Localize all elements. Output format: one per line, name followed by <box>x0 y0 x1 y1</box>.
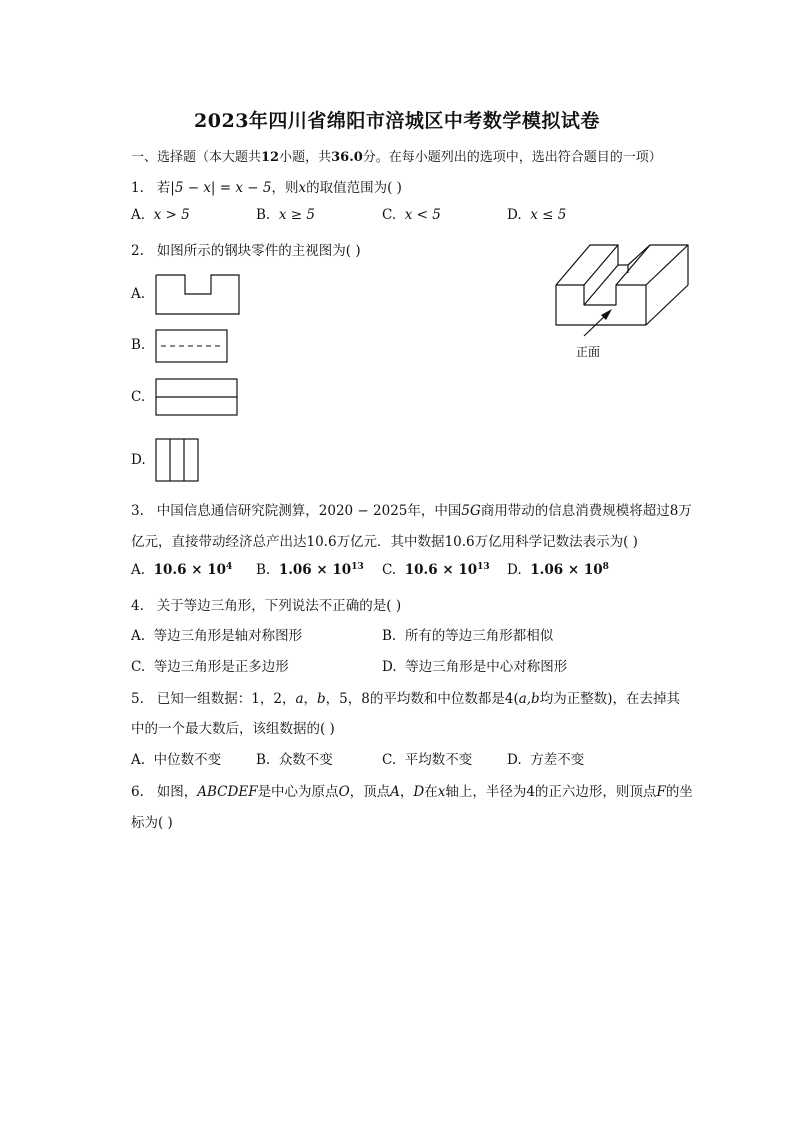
q1-option-b <box>256 207 315 223</box>
section-score: 36.0 <box>331 150 363 165</box>
section-tail: 分。在每小题列出的选项中，选出符合题目的一项） <box>362 150 662 165</box>
page-title: 2023年四川省绵阳市涪城区中考数学模拟试卷 <box>194 110 600 132</box>
option-letter: A. <box>131 752 146 768</box>
q5-option-b <box>256 748 333 768</box>
q3-text: 万 <box>678 503 692 519</box>
q3-option-d <box>507 562 609 578</box>
q6-text: ，顶点 <box>349 784 391 800</box>
question-4 <box>131 594 401 614</box>
option-base: 1.06 × 10 <box>530 562 603 578</box>
question-6-line2: 标为( ) <box>131 815 173 831</box>
q2-option-d-label: D. <box>131 452 146 468</box>
option-letter: C. <box>382 752 397 768</box>
option-letter: B. <box>256 562 271 578</box>
option-exponent: 8 <box>602 562 609 572</box>
q1-option-c <box>382 207 441 223</box>
question-number: 4. <box>131 598 144 614</box>
q6-text: 是中心为原点 <box>257 784 339 800</box>
option-letter: A. <box>131 628 146 644</box>
option-letter: C. <box>131 659 146 675</box>
q4-text: 关于等边三角形，下列说法不正确的是( ) <box>156 598 402 614</box>
question-1 <box>131 176 402 196</box>
q3-years: 2020 − 2025 <box>318 503 408 519</box>
q3-option-a <box>131 562 232 578</box>
q2-option-b-figure <box>155 329 229 364</box>
q5-text: 均为正整数)，在去掉其 <box>539 691 680 707</box>
section-heading <box>131 146 662 165</box>
option-text: 等边三角形是轴对称图形 <box>153 628 303 644</box>
q1-expression: |5 − x| = x − 5 <box>170 180 272 196</box>
question-number: 2. <box>131 243 144 259</box>
section-mid: 小题，共 <box>279 150 332 165</box>
q2-option-c-figure <box>155 378 239 418</box>
q6-vertex-f: F <box>656 784 666 800</box>
option-letter: C. <box>382 207 397 223</box>
question-number: 5. <box>131 691 144 707</box>
q2-option-c-label: C. <box>131 389 146 405</box>
q3-text: 中国信息通信研究院测算， <box>156 503 319 519</box>
q1-post: 的取值范围为( ) <box>306 180 402 196</box>
q6-text: 在 <box>424 784 438 800</box>
option-text: 平均数不变 <box>404 752 473 768</box>
option-text: x > 5 <box>153 207 190 223</box>
front-label: 正面 <box>576 345 601 359</box>
q3-text: 年，中国 <box>407 503 462 519</box>
option-letter: D. <box>382 659 397 675</box>
option-letter: D. <box>507 562 522 578</box>
question-2 <box>131 239 361 259</box>
option-text: 等边三角形是中心对称图形 <box>405 659 568 675</box>
q5-var-ab: a,b <box>518 691 540 707</box>
q1-option-a <box>131 207 190 223</box>
option-letter: B. <box>256 752 271 768</box>
q5-option-c <box>382 748 472 768</box>
q5-var-a: a <box>295 691 304 707</box>
q4-option-c <box>131 655 289 675</box>
q6-text: 的坐 <box>665 784 693 800</box>
q5-option-d <box>507 748 584 768</box>
option-letter: B. <box>382 628 397 644</box>
option-exponent: 13 <box>351 562 364 572</box>
q1-mid: ，则 <box>271 180 299 196</box>
q2-option-a-figure <box>155 274 241 316</box>
question-number: 1. <box>131 180 144 196</box>
q1-pre: 若 <box>156 180 171 196</box>
q3-text: 亿元，直接带动经济总产出达 <box>131 534 307 550</box>
q4-option-d <box>382 655 567 675</box>
q6-axis: x <box>437 784 446 800</box>
q6-origin: O <box>338 784 350 800</box>
q1-option-d <box>507 207 566 223</box>
q3-text: 商用带动的信息消费规模将超过 <box>480 503 670 519</box>
option-exponent: 4 <box>226 562 233 572</box>
q5-var-b: b <box>317 691 326 707</box>
option-base: 1.06 × 10 <box>278 562 352 578</box>
question-6 <box>131 780 693 800</box>
option-letter: C. <box>382 562 397 578</box>
q3-option-c <box>382 562 490 578</box>
question-3 <box>131 499 692 519</box>
option-text: x < 5 <box>404 207 441 223</box>
q2-option-b-label: B. <box>131 337 146 353</box>
option-letter: D. <box>507 752 522 768</box>
steel-block-figure <box>548 238 698 368</box>
q6-sep: ， <box>399 784 414 800</box>
option-text: 等边三角形是正多边形 <box>153 659 289 675</box>
q6-text: 轴上，半径为4的正六边形，则顶点 <box>445 784 657 800</box>
question-5-line2: 中的一个最大数后，该组数据的( ) <box>131 721 335 737</box>
q4-option-a <box>131 624 302 644</box>
option-exponent: 13 <box>477 562 490 572</box>
option-text: 众数不变 <box>278 752 333 768</box>
option-text: 方差不变 <box>530 752 585 768</box>
option-text: x ≤ 5 <box>530 207 567 223</box>
question-number: 6. <box>131 784 144 800</box>
question-5 <box>131 687 680 707</box>
option-text: 所有的等边三角形都相似 <box>404 628 554 644</box>
section-head: 一、选择题（本大题共 <box>131 150 262 165</box>
question-3-line2 <box>131 530 638 550</box>
q3-number: 10.6 <box>444 534 475 550</box>
q2-option-d-figure <box>155 438 201 484</box>
question-number: 3. <box>131 503 144 519</box>
q2-text: 如图所示的钢块零件的主视图为( ) <box>156 243 361 259</box>
q6-polygon: ABCDEF <box>197 784 258 800</box>
option-letter: D. <box>507 207 522 223</box>
q3-text: 万亿元．其中数据 <box>336 534 445 550</box>
q1-variable: x <box>298 180 307 196</box>
q3-5g: 5G <box>461 503 481 519</box>
option-letter: B. <box>256 207 271 223</box>
q3-option-b <box>256 562 364 578</box>
q3-number: 8 <box>669 503 679 519</box>
option-text: x ≥ 5 <box>278 207 315 223</box>
q6-vertex-a: A <box>390 784 400 800</box>
q4-option-b <box>382 624 553 644</box>
q3-text: 万亿用科学记数法表示为( ) <box>474 534 638 550</box>
section-count: 12 <box>261 150 280 165</box>
q5-text: 已知一组数据：1，2， <box>156 691 296 707</box>
option-letter: A. <box>131 562 146 578</box>
option-letter: A. <box>131 207 146 223</box>
q6-vertex-d: D <box>413 784 425 800</box>
option-base: 10.6 × 10 <box>153 562 227 578</box>
q5-text: ，5，8的平均数和中位数都是4( <box>325 691 519 707</box>
q5-option-a <box>131 748 221 768</box>
q2-option-a-label: A. <box>131 286 146 302</box>
q5-sep: ， <box>303 691 318 707</box>
q6-text: 如图， <box>156 784 198 800</box>
q3-number: 10.6 <box>306 534 337 550</box>
option-base: 10.6 × 10 <box>404 562 478 578</box>
option-text: 中位数不变 <box>153 752 222 768</box>
